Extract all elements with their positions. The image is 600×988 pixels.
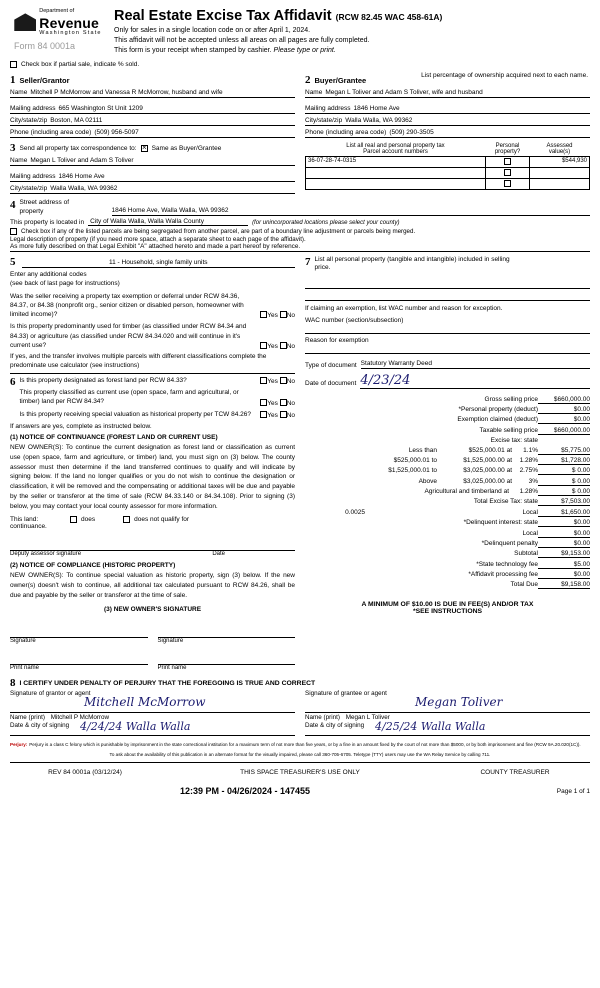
section-3-number: 3 xyxy=(10,142,16,155)
exemption-claimed-row xyxy=(305,415,590,425)
continuance-label: continuance. xyxy=(10,523,47,531)
buyer-csz-label: City/state/zip xyxy=(305,117,343,125)
buyer-name-row[interactable] xyxy=(305,86,590,98)
total-excise-state-label: Total Excise Tax: state xyxy=(473,498,538,506)
department-label: Department of xyxy=(39,8,75,14)
correspondence-csz-label: City/state/zip xyxy=(10,185,48,193)
perjury-text: Perjury is a class C felony which is punishable by imprisonment in the state correctional institution for a maximum term of not more than five years, or by a fine in an amount fixed by the court of not more than $5000, or by both imprisonment and fine (RCW 9A.20.020(1C)). xyxy=(29,742,581,748)
buyer-csz-row[interactable] xyxy=(305,114,590,126)
street-address-label-2: property xyxy=(19,207,44,215)
use-code-note-1: Enter any additional codes xyxy=(10,270,87,278)
county-treasurer-label: COUNTY TREASURER xyxy=(480,769,550,777)
historic-question-text: Is this property receiving special valuation as historical property per TCW 84.26? xyxy=(19,410,251,418)
local-rate-value: 0.0025 xyxy=(345,508,365,516)
located-in-label: This property is located in xyxy=(10,218,85,226)
bracket-amount-3: $3,025,000.00 at xyxy=(463,467,512,475)
grantee-name-value: Megan L Toliver xyxy=(345,714,390,722)
agency-logo xyxy=(10,8,106,51)
grantee-name-label: Name (print) xyxy=(305,714,340,722)
doc-type-label: Type of document xyxy=(305,361,357,369)
same-as-buyer-checkbox[interactable] xyxy=(141,145,148,152)
section-5-number: 5 xyxy=(10,255,16,268)
correspondence-block xyxy=(10,142,295,194)
notice-continuance-title: (1) NOTICE OF CONTINUANCE (FOREST LAND OR CURRENT USE) xyxy=(10,434,218,442)
affidavit-processing-fee-label: *Affidavit processing fee xyxy=(468,571,538,579)
timber-ag-question-text: Is this property predominantly used for timber (as classified under RCW 84.34 and 84.33) or agriculture (as classified under RCW 84.34.020 and will continue in it's current use? xyxy=(10,323,247,349)
grantee-date-line[interactable] xyxy=(305,721,590,736)
notice-compliance-body: NEW OWNER(S): To continue special valuation as historic property, sign (3) below. If the new owner(s) doesn't wish to continue, all additional tax calculated pursuant to RCW 84.26, shall be due and payable by the seller or transferor at the time of sale. xyxy=(10,572,295,599)
buyer-block xyxy=(305,74,590,138)
seller-name-row[interactable] xyxy=(10,86,295,98)
bracket-value-3: $ 0.00 xyxy=(538,467,590,475)
personal-property-checkbox[interactable] xyxy=(504,180,511,187)
parcel-table-block xyxy=(305,142,590,194)
local-tax-value: $1,650.00 xyxy=(538,509,590,517)
exemption-claimed-value: $0.00 xyxy=(538,416,590,424)
local-tax-row xyxy=(305,508,590,518)
personal-property-deduct-row xyxy=(305,405,590,415)
bracket-rate-3: 2.75% xyxy=(519,467,538,475)
right-column xyxy=(305,256,590,671)
buyer-name-value: Megan L Toliver and Adam S Toliver, wife and husband xyxy=(325,89,483,97)
bracket-row-2 xyxy=(305,456,590,466)
bracket-amount-1: $525,000.01 at xyxy=(468,446,512,454)
seller-phone-label: Phone (including area code) xyxy=(10,129,92,137)
gross-selling-price-value: $660,000.00 xyxy=(538,396,590,404)
timber-ag-question-row xyxy=(10,322,295,349)
bracket-range-3: $1,525,000.01 to xyxy=(388,467,437,475)
current-use-question-text: This property classified as current use (open space, farm and agricultural, or timber) land per RCW 84.34? xyxy=(19,389,239,406)
notice-compliance-title: (2) NOTICE OF COMPLIANCE (HISTORIC PROPERTY) xyxy=(10,562,176,570)
local-tax-label: Local xyxy=(522,508,538,516)
personal-property-col-header: Personal property? xyxy=(494,143,521,156)
new-owner-signature-line-1[interactable] xyxy=(10,625,148,638)
exemption-reason-input[interactable] xyxy=(305,344,590,354)
footer-stamp-row xyxy=(10,786,590,796)
subtotal-row xyxy=(305,549,590,559)
personal-property-checkbox[interactable] xyxy=(504,158,511,165)
alt-format-note: To ask about the availability of this publication in an alternate format for the visually impaired, please call 360-705-6705. Teletype (TTY) users may use the WA Relay Service by calling 711. xyxy=(109,752,491,758)
delinquent-interest-local-label: Local xyxy=(522,529,538,537)
grantor-signature-label: Signature of grantor or agent xyxy=(10,690,91,698)
print-name-label-1: Print name xyxy=(10,665,40,672)
seller-block xyxy=(10,74,295,138)
subtotal-label: Subtotal xyxy=(514,550,538,558)
buyer-mail-label: Mailing address xyxy=(305,105,351,113)
correspondence-csz-row[interactable] xyxy=(10,182,295,194)
gross-selling-price-row xyxy=(305,395,590,405)
located-in-note: (for unincorporated locations please select your county) xyxy=(252,219,400,226)
correspondence-mail-row[interactable] xyxy=(10,170,295,182)
parcel-number-cell xyxy=(306,168,486,179)
signature-label-2: Signature xyxy=(157,638,184,645)
correspondence-name-value: Megan L Toliver and Adam S Toliver xyxy=(30,157,134,165)
correspondence-mail-label: Mailing address xyxy=(10,173,56,181)
print-name-label-2: Print name xyxy=(157,665,187,672)
footer-row xyxy=(10,769,590,776)
total-excise-state-value: $7,503.00 xyxy=(538,498,590,506)
delinquent-interest-state-value: $0.00 xyxy=(538,519,590,527)
buyer-phone-value: (509) 290-3505 xyxy=(389,129,434,137)
bracket-amount-4: $3,025,000.00 at xyxy=(463,477,512,485)
located-in-value[interactable]: City of Walla Walla, Walla Walla County xyxy=(88,218,248,226)
grantee-signature-line[interactable] xyxy=(305,697,590,713)
table-row[interactable] xyxy=(306,157,590,168)
bracket-value-4: $ 0.00 xyxy=(538,478,590,486)
grantor-date-line[interactable] xyxy=(10,721,295,736)
capitol-dome-icon xyxy=(14,13,36,31)
bracket-row-5 xyxy=(305,487,590,497)
seller-phone-row[interactable] xyxy=(10,126,295,138)
bracket-range-4: Above xyxy=(418,477,437,485)
partial-sale-row xyxy=(10,61,590,68)
subtotal-value: $9,153.00 xyxy=(538,550,590,558)
parcel-col-header: List all real and personal property tax Parcel account numbers xyxy=(346,143,445,156)
correspondence-heading: Send all property tax correspondence to: xyxy=(19,144,137,152)
does-label: does xyxy=(81,516,96,524)
bracket-range-2: $525,000.01 to xyxy=(393,456,437,464)
segregated-label: Check box if any of the listed parcels are being segregated from another parcel, are part of a boundary line adjustment or parcels being merged. xyxy=(21,227,416,235)
legal-description-value: As more fully described on that Legal Exhibit "A" attached hereto and made a part hereof by reference. xyxy=(10,243,590,252)
forest-land-yes-no[interactable]: Yes No xyxy=(260,377,295,385)
historic-yes-no[interactable]: Yes No xyxy=(260,411,295,419)
bracket-rate-2: 1.28% xyxy=(519,456,538,464)
washington-state-label: Washington State xyxy=(39,30,102,37)
section-7-number: 7 xyxy=(305,255,311,268)
title-rcw: (RCW 82.45 WAC 458-61A) xyxy=(335,12,443,22)
state-technology-fee-value: $5.00 xyxy=(538,561,590,569)
section-2-number: 2 xyxy=(305,74,311,87)
buyer-name-label: Name xyxy=(305,89,323,97)
total-due-row xyxy=(305,580,590,590)
page-number: Page 1 of 1 xyxy=(556,787,590,795)
new-owner-signature-title: (3) NEW OWNER'S SIGNATURE xyxy=(103,606,202,614)
ownership-pct-note: List percentage of ownership acquired next to each name. xyxy=(421,72,588,79)
signature-label-1: Signature xyxy=(10,638,36,645)
buyer-heading: Buyer/Grantee xyxy=(314,76,367,86)
segregated-checkbox[interactable] xyxy=(10,228,17,235)
new-owner-signature-line-2[interactable] xyxy=(158,625,296,638)
partial-sale-label: Check box if partial sale, indicate % sold. xyxy=(21,61,140,69)
personal-property-cell[interactable] xyxy=(486,157,530,168)
parcel-number-cell xyxy=(306,179,486,190)
doc-type-value[interactable]: Statutory Warranty Deed xyxy=(361,360,590,369)
section-6-number: 6 xyxy=(10,376,16,389)
lower-sections xyxy=(10,256,590,671)
wac-number-input[interactable] xyxy=(305,324,590,334)
wac-number-label: WAC number (section/subsection) xyxy=(305,316,404,324)
assessed-value-cell xyxy=(530,168,590,179)
grantor-name-label: Name (print) xyxy=(10,714,45,722)
forest-land-no-checkbox[interactable] xyxy=(280,377,287,384)
historic-question-row xyxy=(20,410,296,419)
delinquent-penalty-value: $0.00 xyxy=(538,540,590,548)
does-not-qualify-label: does not qualify for xyxy=(134,516,190,524)
state-technology-fee-row xyxy=(305,560,590,570)
current-use-question-row xyxy=(20,388,296,406)
assessed-value-cell: $544,930 xyxy=(530,157,590,168)
bracket-range-1: Less than xyxy=(408,446,437,454)
forest-land-question-text: Is this property designated as forest land per RCW 84.33? xyxy=(19,377,187,385)
document-header xyxy=(10,8,590,56)
bracket-row-3 xyxy=(305,466,590,476)
buyer-mail-row[interactable] xyxy=(305,102,590,114)
left-column xyxy=(10,256,295,671)
seller-mail-label: Mailing address xyxy=(10,105,56,113)
timber-ag-yes-no[interactable]: Yes No xyxy=(260,342,295,350)
total-due-label: Total Due xyxy=(510,581,538,589)
grantee-date-label: Date & city of signing xyxy=(305,722,365,730)
timber-ag-no-checkbox[interactable] xyxy=(280,342,287,349)
grantor-signature-handwriting: Mitchell McMorrow xyxy=(84,695,206,710)
grantee-signature-label: Signature of grantee or agent xyxy=(305,690,387,698)
historic-no-checkbox[interactable] xyxy=(280,411,287,418)
bracket-rate-4: 3% xyxy=(528,477,538,485)
personal-property-cell[interactable] xyxy=(486,168,530,179)
new-owner-printname-line-2[interactable] xyxy=(158,652,296,665)
exemption-question-row xyxy=(10,292,295,319)
correspondence-csz-value: Walla Walla, WA 99362 xyxy=(50,185,118,193)
gross-selling-price-label: Gross selling price xyxy=(484,395,538,403)
current-use-no-checkbox[interactable] xyxy=(280,399,287,406)
section-1-number: 1 xyxy=(10,74,16,87)
treasurer-stamp: 12:39 PM - 04/26/2024 - 147455 xyxy=(179,786,311,797)
bracket-amount-2: $1,525,000.00 at xyxy=(463,456,512,464)
table-row[interactable] xyxy=(306,179,590,190)
seller-name-value: Mitchell P McMorrow and Vanessa R McMorrow, husband and wife xyxy=(30,89,223,97)
land-use-code-value[interactable]: 11 - Household, single family units xyxy=(22,259,296,268)
money-lines xyxy=(305,395,590,591)
seller-heading: Seller/Grantor xyxy=(19,76,70,86)
new-owner-printname-line-1[interactable] xyxy=(10,652,148,665)
seller-csz-value: Boston, MA 02111 xyxy=(50,117,103,125)
revenue-wordmark: Revenue xyxy=(39,15,100,32)
grantor-signature-line[interactable] xyxy=(10,697,295,713)
total-excise-state-row xyxy=(305,497,590,507)
parcel-table xyxy=(305,142,590,190)
delinquent-interest-local-row xyxy=(305,528,590,538)
form-number: Form 84 0001a xyxy=(14,40,76,51)
excise-tax-state-label: Excise tax: state xyxy=(490,437,538,445)
street-address-label-1: Street address of xyxy=(19,199,69,207)
personal-property-checkbox[interactable] xyxy=(504,169,511,176)
grantor-name-value: Mitchell P McMorrow xyxy=(50,714,110,722)
delinquent-penalty-label: *Delinquent penalty xyxy=(481,539,538,547)
answers-instruction-note: If answers are yes, complete as instructed below. xyxy=(10,422,152,430)
seller-mail-row[interactable] xyxy=(10,102,295,114)
grantee-signature-handwriting: Megan Toliver xyxy=(415,695,503,710)
property-address-section xyxy=(10,199,590,251)
rev-number: REV 84 0001a (03/12/24) xyxy=(48,769,122,777)
delinquent-interest-state-label: *Delinquent interest: state xyxy=(463,519,538,527)
continuance-qualify-row xyxy=(10,516,295,523)
taxable-selling-price-row xyxy=(305,426,590,436)
buyer-mail-value: 1846 Home Ave xyxy=(353,105,400,113)
affidavit-processing-fee-value: $0.00 xyxy=(538,571,590,579)
personal-property-list-label-2: price. xyxy=(314,264,331,272)
street-address-value: 1846 Home Ave, Walla Walla, WA 99362 xyxy=(112,207,591,216)
bracket-value-1: $5,775.00 xyxy=(538,447,590,455)
total-due-value: $9,158.00 xyxy=(538,581,590,589)
partial-sale-checkbox[interactable] xyxy=(10,61,17,68)
section-4-number: 4 xyxy=(10,199,16,212)
same-as-buyer-label: Same as Buyer/Grantee xyxy=(151,144,222,152)
bracket-value-5: $ 0.00 xyxy=(538,488,590,496)
treasurer-space-label: THIS SPACE TREASURER'S USE ONLY xyxy=(240,769,360,777)
perjury-label: Perjury: xyxy=(10,742,28,748)
exemption-claimed-label: Exemption claimed (deduct) xyxy=(457,416,538,424)
grantor-date-label: Date & city of signing xyxy=(10,722,70,730)
state-technology-fee-label: *State technology fee xyxy=(476,560,538,568)
forest-land-question-row xyxy=(20,376,296,385)
page-title: Real Estate Excise Tax Affidavit (RCW 82.45 WAC 458-61A) xyxy=(114,8,443,24)
exemption-instruction: If claiming an exemption, list WAC number and reason for exception. xyxy=(305,304,503,312)
see-instructions-note: *SEE INSTRUCTIONS xyxy=(412,607,483,615)
grantor-date-value: 4/24/24 Walla Walla xyxy=(80,720,191,734)
perjury-note xyxy=(10,741,590,748)
current-use-yes-no[interactable]: Yes No xyxy=(260,399,295,407)
land-does-qualify-checkbox[interactable] xyxy=(70,516,77,523)
bracket-rate-5: 1.28% xyxy=(519,488,538,496)
bracket-range-5: Agricultural and timberland at xyxy=(424,488,509,496)
table-row[interactable] xyxy=(306,168,590,179)
assessed-value-col-header: Assessed value(s) xyxy=(546,143,573,156)
parcel-number-cell: 36-07-28-74-0315 xyxy=(306,157,486,168)
bracket-value-2: $1,728.00 xyxy=(538,457,590,465)
certification-section xyxy=(10,677,590,736)
deputy-assessor-signature-label: Deputy assessor signature xyxy=(10,551,82,558)
notice-continuance-body: NEW OWNER(S): To continue the current designation as forest land or classification as current use (open space, farm and agriculture, or timber) land, you must sign on (3) below. The county assessor must then determine if the land transferred continues to qualify and will indicate by signing below. If the land no longer qualifies or you do not wish to continue the designation or classification, it will be removed and the compensating or additional taxes will be due and payable by the seller or transferor at the time of sale (RCW 84.33.140 or 84.34.108). Prior to signing (3) below, you may contact your local county assessor for more information. xyxy=(10,444,295,510)
buyer-csz-value: Walla Walla, WA 99362 xyxy=(345,117,413,125)
seller-mail-value: 665 Washington St Unit 1209 xyxy=(58,105,143,113)
land-does-not-qualify-checkbox[interactable] xyxy=(123,516,130,523)
delinquent-penalty-row xyxy=(305,539,590,549)
delinquent-interest-state-row xyxy=(305,518,590,528)
taxable-selling-price-label: Taxable selling price xyxy=(479,426,538,434)
personal-property-deduct-label: *Personal property (deduct) xyxy=(458,406,538,414)
correspondence-mail-value: 1846 Home Ave xyxy=(58,173,105,181)
doc-date-label: Date of document xyxy=(305,379,357,387)
seller-name-label: Name xyxy=(10,89,28,97)
bracket-row-1 xyxy=(305,445,590,455)
exemption-yes-no[interactable]: Yes No xyxy=(260,311,295,319)
exemption-reason-label: Reason for exemption xyxy=(305,336,369,344)
deputy-assessor-signature-line[interactable] xyxy=(10,538,295,551)
section-8-number: 8 xyxy=(10,677,16,690)
bracket-rate-1: 1.1% xyxy=(523,446,538,454)
grantee-date-value: 4/25/24 Walla Walla xyxy=(375,720,486,734)
seller-phone-value: (509) 956-5097 xyxy=(94,129,139,137)
certification-heading: I CERTIFY UNDER PENALTY OF PERJURY THAT THE FOREGOING IS TRUE AND CORRECT xyxy=(19,679,316,687)
personal-property-deduct-value: $0.00 xyxy=(538,406,590,414)
correspondence-name-row[interactable] xyxy=(10,154,295,166)
affidavit-processing-fee-row xyxy=(305,570,590,580)
exemption-no-checkbox[interactable] xyxy=(280,311,287,318)
this-land-label: This land: xyxy=(10,516,39,524)
exemption-question-text: Was the seller receiving a property tax exemption or deferral under RCW 84.36, 84.37, or 84.38 (nonprofit org., senior citizen or disabled person, homeowner with limited income)? xyxy=(10,293,244,319)
assessed-value-cell xyxy=(530,179,590,190)
use-code-note-2: (see back of last page for instructions) xyxy=(10,280,120,288)
seller-csz-label: City/state/zip xyxy=(10,117,48,125)
seller-csz-row[interactable] xyxy=(10,114,295,126)
multiple-parcels-note: If yes, and the transfer involves multiple parcels with different classifications complete the predominate use calculator (see instructions) xyxy=(10,352,267,370)
assessor-date-label: Date xyxy=(212,551,225,558)
minimum-due-note: A MINIMUM OF $10.00 IS DUE IN FEE(S) AND/OR TAX xyxy=(361,600,534,608)
excise-tax-state-header-row xyxy=(305,436,590,445)
doc-date-value[interactable]: 4/23/24 xyxy=(360,373,590,389)
correspondence-and-parcels xyxy=(10,142,590,194)
buyer-phone-row[interactable] xyxy=(305,126,590,138)
delinquent-interest-local-value: $0.00 xyxy=(538,530,590,538)
personal-property-list-label-1: List all personal property (tangible and intangible) included in selling xyxy=(314,255,510,263)
parties-section xyxy=(10,74,590,138)
buyer-phone-label: Phone (including area code) xyxy=(305,129,387,137)
bracket-row-4 xyxy=(305,477,590,487)
correspondence-name-label: Name xyxy=(10,157,28,165)
header-subtext: Only for sales in a single location code on or after April 1, 2024. This affidavit will not be accepted unless all areas on all pages are fully completed. This form is your receipt when stamped by cashier. Please type or print. xyxy=(114,27,370,55)
taxable-selling-price-value: $660,000.00 xyxy=(538,427,590,435)
personal-property-cell[interactable] xyxy=(486,179,530,190)
legal-description-label: Legal description of property (if you need more space, attach a separate sheet to each page of the affidavit). xyxy=(10,235,306,243)
